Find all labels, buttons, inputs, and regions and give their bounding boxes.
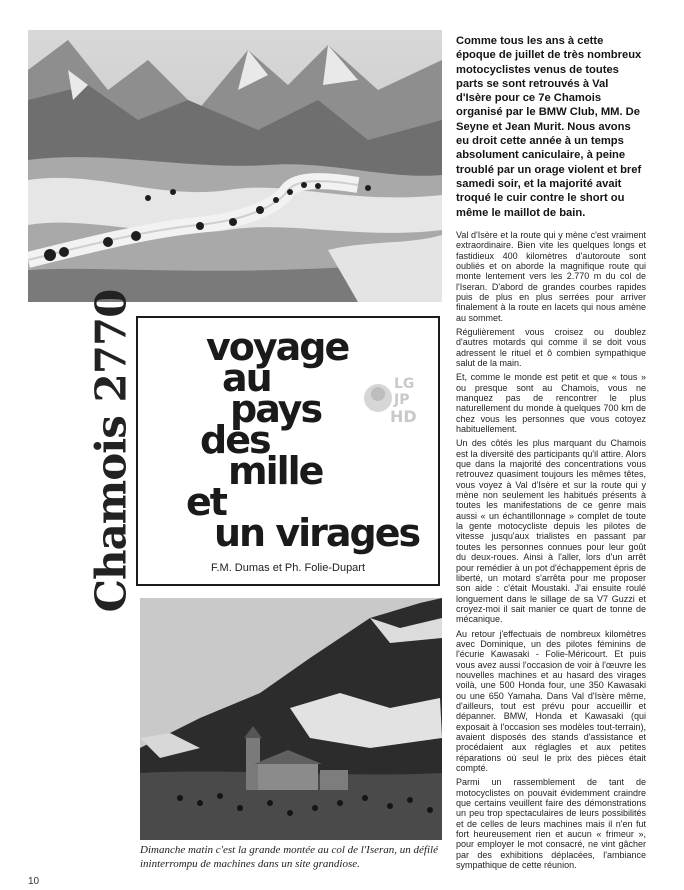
lgjphd-stamp-icon [360, 370, 422, 430]
vertical-title: Chamois 2770 [86, 289, 136, 613]
headline-line-6: et [186, 480, 226, 524]
headline-box [136, 316, 440, 586]
headline-line-1: voyage [206, 325, 349, 369]
article-paragraph: Parmi un rassemblement de tant de motocyclistes on pouvait évidemment craindre que certains veuillent faire des démonstrations un peu trop spectaculaires de leurs possibilités et de celles de leurs machines mais il n'en fut fort heureusement rien et aucun « frimeur », pour employer le mot consacré, ne vint gâcher par des exhibitions déplacées, l'ambiance sympathique de cette réunion. [456, 777, 646, 871]
svg-text:JP: JP [394, 392, 410, 408]
headline-line-4: des [200, 418, 270, 462]
article-lede: Comme tous les ans à cette époque de juillet de très nombreux motocyclistes venus de toutes parts se sont retrouvés à Val d'Isère pour ce 7e Chamois organisé par le BMW Club, MM. De Seyne et Jean Murit. Nous avons eu droit cette année à un temps absolument caniculaire, à peine troublé par un orage violent et bref samedi soir, et la majorité avait troqué le cuir contre le short ou même le maillot de bain. [456, 35, 642, 219]
article-paragraph: Un des côtés les plus marquant du Chamois est la diversité des participants qu'il attire. Alors que dans la majorité des concentrations vous retrouvez quasiment toujours les mêmes têtes, vous voyez à Val d'Isère et sur la route qui y mène non seulement les habitués présents à toutes les manifestations de ce genre mais aussi « un échantillonnage » complet de toute la gente motocycliste depuis les pilotes de vitesse jusqu'aux trialistes en passant par toutes les personnes connues pour leur goût du deux-roues. Ainsi à l'aller, lors d'un arrêt pour remédier à un pot d'échappement épris de liberté, un motard s'arrêta pour me proposer son aide : c'était Moustaki. J'ai ensuite roulé longuement dans le sillage de sa V7 Guzzi et croyez-moi il sait manier ce quart de tonne de mécanique. [456, 438, 646, 625]
vertical-title-container [86, 289, 136, 613]
chapel-pass-photo [140, 598, 442, 840]
headline-line-3: pays [230, 387, 322, 431]
headline-line-2: au [222, 356, 271, 400]
article-column [456, 34, 646, 874]
page-number: 10 [28, 876, 40, 887]
photo-caption: Dimanche matin c'est la grande montée au col de l'Iseran, un défilé ininterrompu de machines dans un site grandiose. [140, 844, 438, 870]
svg-text:HD: HD [390, 407, 417, 426]
article-paragraph: Au retour j'effectuais de nombreux kilomètres avec Dominique, un des pilotes féminins de l'écurie Kawasaki - Folie-Méricourt. Et puis vous avez aussi l'occasion de voir à l'œuvre les nouvelles machines et au hasard des virages voilà, une 500 Honda four, une 350 Kawasaki ou une 650 Yamaha. Dans Val d'Isère même, d'ailleurs, tout est prévu pour accueillir et dépanner. BMW, Honda et Kawasaki (qui exposait à l'occasion ses modèles tout-terrain), avaient disposés des stands d'assistance et procédaient aux réglagles et aux petites réparations où seul le prix des pièces était compté. [456, 628, 646, 774]
headline-line-7: un virages [214, 511, 420, 555]
article-paragraph: Régulièrement vous croisez ou doublez d'autres motards qui comme il se doit vous adressent le rituel et ô combien sympathique salut de la main. [456, 326, 646, 368]
article-paragraph: Et, comme le monde est petit et que « tous » ou presque sont au Chamois, vous ne manquez pas de rencontrer le plus naturellement du monde à quelques 700 km de chez vous les personnes que vous cotoyez habituellement. [456, 372, 646, 435]
svg-text:LG: LG [394, 376, 415, 392]
article-paragraph: Val d'Isère et la route qui y mène c'est vraiment extraordinaire. Bien vite les quelques longs et fastidieux 400 kilomètres d'autoroute sont oubliés et on aborde la magnifique route qui monte lentement vers les 2.770 m du col de l'Iseran. D'abord de grandes courbes rapides puis de plus en plus serrées pour arriver finalement à la route en lacets qui nous amène au sommet. [456, 229, 646, 323]
byline: F.M. Dumas et Ph. Folie-Dupart [210, 562, 366, 574]
mountain-road-photo [28, 30, 442, 302]
headline-line-5: mille [228, 449, 323, 493]
